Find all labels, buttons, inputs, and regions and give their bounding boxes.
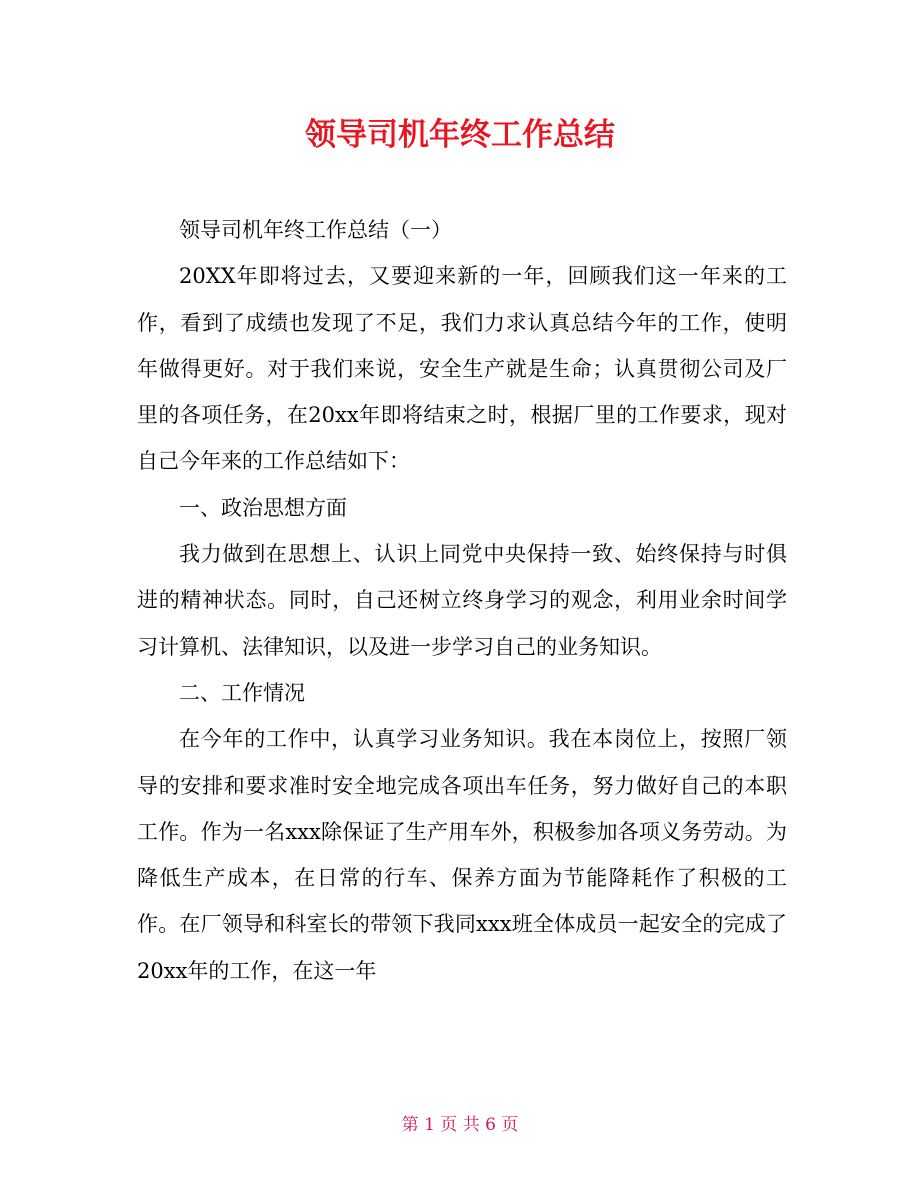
document-body — [137, 207, 787, 994]
body-paragraph: 在今年的工作中，认真学习业务知识。我在本岗位上，按照厂领导的安排和要求准时安全地完成各项出车任务，努力做好自己的本职工作。作为一名xxx除保证了生产用车外，积极参加各项义务劳动。为降低生产成本，在日常的行车、保养方面为节能降耗作了积极的工作。在厂领导和科室长的带领下我同xxx班全体成员一起安全的完成了20xx年的工作，在这一年 — [137, 727, 787, 983]
document-title: 领导司机年终工作总结 — [305, 117, 615, 153]
body-paragraph: 20XX年即将过去，又要迎来新的一年，回顾我们这一年来的工作，看到了成绩也发现了不足，我们力求认真总结今年的工作，使明年做得更好。对于我们来说，安全生产就是生命；认真贯彻公司及厂里的各项任务，在20xx年即将结束之时，根据厂里的工作要求，现对自己今年来的工作总结如下： — [137, 264, 787, 474]
body-paragraph: 我力做到在思想上、认识上同党中央保持一致、始终保持与时俱进的精神状态。同时，自己还树立终身学习的观念，利用业余时间学习计算机、法律知识，以及进一步学习自己的业务知识。 — [137, 542, 787, 659]
page-number-footer: 第 1 页 共 6 页 — [401, 1115, 519, 1135]
section-heading: 一、政治思想方面 — [179, 495, 347, 520]
section-heading: 二、工作情况 — [179, 680, 305, 705]
section-heading: 领导司机年终工作总结（一） — [179, 218, 452, 242]
